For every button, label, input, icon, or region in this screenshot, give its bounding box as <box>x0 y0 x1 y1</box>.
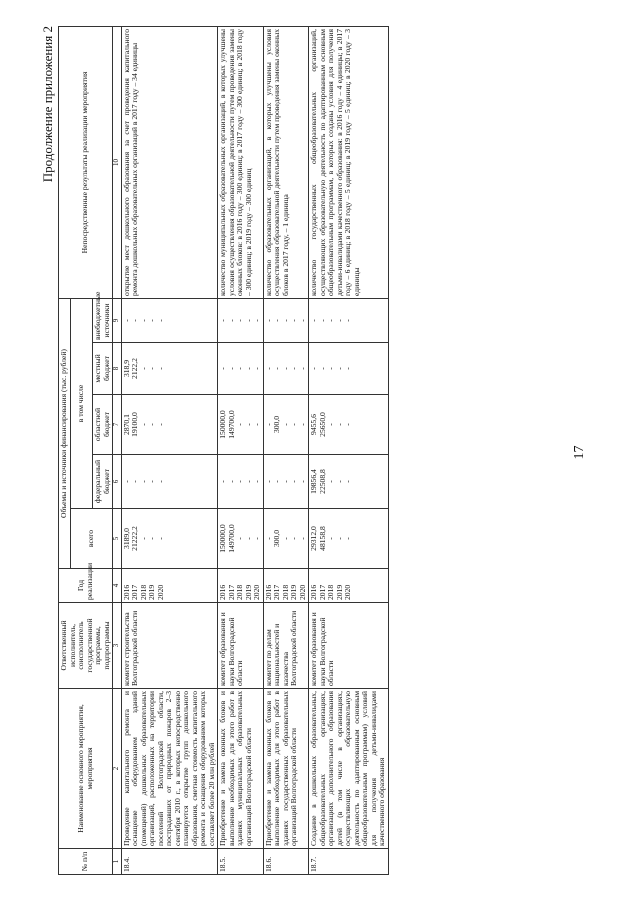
total-cell <box>309 509 389 569</box>
local-cell-value: - <box>252 367 262 370</box>
total-cell-value: 29312,0 <box>309 526 319 551</box>
federal-cell-value: - <box>272 480 282 483</box>
table-body <box>121 27 388 875</box>
year-cell-value: 2017 <box>272 584 282 600</box>
local-cell-value: - <box>263 367 273 370</box>
federal-cell <box>263 455 309 509</box>
offbudget-cell-value: - <box>218 319 228 322</box>
regional-cell-value: - <box>297 423 307 426</box>
regional-cell-value: - <box>147 423 157 426</box>
header-year: Год реализации <box>59 569 113 603</box>
total-cell-value: - <box>280 537 290 540</box>
federal-cell-value: - <box>252 480 262 483</box>
activity-name: Приобретение и замена оконных блоков и выполнение необходимых для этого работ в зданиях муниципальных образовательных организаций Волгоградской области <box>218 689 264 849</box>
year-cell-value: 2019 <box>334 584 344 600</box>
local-cell-value: - <box>297 367 307 370</box>
total-cell-value: - <box>326 537 336 540</box>
federal-cell-value: 19856,4 <box>309 469 319 494</box>
total-cell-value: 21222,2 <box>130 526 140 551</box>
year-cell-value: 2019 <box>289 584 299 600</box>
local-cell <box>309 343 389 395</box>
total-cell <box>121 509 218 569</box>
local-cell <box>121 343 218 395</box>
offbudget-cell-value: - <box>334 319 344 322</box>
federal-cell-value: - <box>155 480 165 483</box>
year-cell-value: 2018 <box>326 584 336 600</box>
header-federal: федеральный бюджет <box>93 455 113 509</box>
total-cell-value: 150000,0 <box>218 524 228 553</box>
local-cell-value: 318,9 <box>121 359 131 378</box>
regional-cell <box>263 395 309 455</box>
local-cell-value: - <box>272 367 282 370</box>
offbudget-cell-value: - <box>235 319 245 322</box>
federal-cell <box>218 455 264 509</box>
row-number: 18.7. <box>309 849 389 875</box>
federal-cell-value: - <box>138 480 148 483</box>
offbudget-cell-value: - <box>326 319 336 322</box>
total-cell-value: - <box>334 537 344 540</box>
row-number: 18.4. <box>121 849 218 875</box>
executor: комитет по делам национальностей и казачества Волгоградской области <box>263 603 309 689</box>
year-cell-value: 2017 <box>317 584 327 600</box>
federal-cell-value: - <box>289 480 299 483</box>
offbudget-cell-value: - <box>263 319 273 322</box>
offbudget-cell-value: - <box>343 319 353 322</box>
year-cell <box>121 569 218 603</box>
offbudget-cell-value: - <box>130 319 140 322</box>
local-cell-value: - <box>226 367 236 370</box>
local-cell-value: - <box>343 367 353 370</box>
local-cell <box>263 343 309 395</box>
offbudget-cell-value: - <box>297 319 307 322</box>
year-cell-value: 2018 <box>138 584 148 600</box>
offbudget-cell-value: - <box>243 319 253 322</box>
column-index-row <box>113 27 122 875</box>
federal-cell-value: - <box>280 480 290 483</box>
activity-name: Создание в дошкольных образовательных, общеобразовательных организациях, организациях дополнительного образования детей (в том числе в организациях, осуществляющих образовательную деятельность по адаптированным основным общеобразовательным программам) условий для получения детьми-инвалидами качественного образования <box>309 689 389 849</box>
regional-cell-value: 149700,0 <box>226 410 236 439</box>
year-cell <box>309 569 389 603</box>
offbudget-cell <box>309 299 389 343</box>
column-index: 2 <box>113 689 122 849</box>
regional-cell <box>218 395 264 455</box>
year-cell-value: 2020 <box>155 584 165 600</box>
regional-cell-value: 9455,6 <box>309 414 319 435</box>
federal-cell-value: - <box>326 480 336 483</box>
total-cell-value: - <box>252 537 262 540</box>
header-including: в том числе <box>70 299 93 509</box>
offbudget-cell-value: - <box>226 319 236 322</box>
regional-cell-value: - <box>263 423 273 426</box>
year-cell-value: 2018 <box>235 584 245 600</box>
local-cell-value: - <box>309 367 319 370</box>
federal-cell-value: - <box>263 480 273 483</box>
total-cell <box>218 509 264 569</box>
column-index: 3 <box>113 603 122 689</box>
regional-cell-value: - <box>138 423 148 426</box>
column-index: 7 <box>113 395 122 455</box>
column-index: 8 <box>113 343 122 395</box>
regional-cell-value: - <box>289 423 299 426</box>
total-cell-value: - <box>289 537 299 540</box>
regional-cell-value: 25650,0 <box>317 412 327 437</box>
offbudget-cell-value: - <box>155 319 165 322</box>
regional-cell-value: 150000,0 <box>218 410 228 439</box>
continuation-title: Продолжение приложения 2 <box>40 26 55 183</box>
regional-cell-value: 2870,1 <box>121 414 131 435</box>
offbudget-cell-value: - <box>289 319 299 322</box>
offbudget-cell-value: - <box>280 319 290 322</box>
total-cell-value: - <box>235 537 245 540</box>
local-cell-value: - <box>218 367 228 370</box>
column-index: 9 <box>113 299 122 343</box>
result-text: количество образовательных организаций, в которых улучшены условия осуществления образовательной деятельности путем проведения замены оконных блоков в 2017 году, – 1 единица <box>263 27 309 299</box>
header-results: Непосредственные результаты реализации мероприятия <box>59 27 113 299</box>
row-number: 18.5. <box>218 849 264 875</box>
year-cell-value: 2018 <box>280 584 290 600</box>
regional-cell-value: - <box>326 423 336 426</box>
year-cell-value: 2016 <box>309 584 319 600</box>
executor: комитет образования и науки Волгоградской области <box>218 603 264 689</box>
regional-cell <box>309 395 389 455</box>
column-index: 6 <box>113 455 122 509</box>
header-regional: областной бюджет <box>93 395 113 455</box>
total-cell-value: - <box>138 537 148 540</box>
total-cell-value: 48158,8 <box>317 526 327 551</box>
activity-name: Приобретение и замена оконных блоков и выполнение необходимых для этого работ в зданиях государственных образовательных организаций Волгоградской области <box>263 689 309 849</box>
offbudget-cell-value: - <box>121 319 131 322</box>
regional-cell-value: - <box>252 423 262 426</box>
result-text: открытие мест дошкольного образования за счет проведения капитального ремонта дошкольных образовательных организаций в 2017 году – 34 единицы <box>121 27 218 299</box>
table-row <box>309 27 389 875</box>
header-executor: Ответственный исполнитель, соисполнитель государственной программы, подпрограммы <box>59 603 113 689</box>
year-cell-value: 2017 <box>130 584 140 600</box>
year-cell-value: 2019 <box>243 584 253 600</box>
regional-cell-value: - <box>155 423 165 426</box>
total-cell-value: - <box>297 537 307 540</box>
regional-cell-value: - <box>343 423 353 426</box>
regional-cell-value: - <box>280 423 290 426</box>
page-number: 17 <box>572 445 587 460</box>
year-cell <box>218 569 264 603</box>
funding-table <box>58 26 389 875</box>
regional-cell <box>121 395 218 455</box>
federal-cell <box>309 455 389 509</box>
local-cell-value: - <box>334 367 344 370</box>
header-local: местный бюджет <box>93 343 113 395</box>
year-cell-value: 2019 <box>147 584 157 600</box>
local-cell-value: - <box>243 367 253 370</box>
total-cell-value: - <box>243 537 253 540</box>
table-header <box>59 27 122 875</box>
federal-cell-value: - <box>343 480 353 483</box>
offbudget-cell-value: - <box>252 319 262 322</box>
year-cell-value: 2016 <box>263 584 273 600</box>
column-index: 1 <box>113 849 122 875</box>
federal-cell-value: - <box>218 480 228 483</box>
federal-cell-value: - <box>147 480 157 483</box>
local-cell-value: - <box>147 367 157 370</box>
result-text: количество муниципальных образовательных организаций, в которых улучшены условия осуществления образовательной деятельности путем проведения замены оконных блоков: в 2016 году – 300 единиц; в 2017 году – 300 единиц; в 2018 году – 300 единиц; в 2019 году – 300 единиц <box>218 27 264 299</box>
local-cell-value: 2122,2 <box>130 358 140 379</box>
local-cell-value: - <box>326 367 336 370</box>
regional-cell-value: - <box>235 423 245 426</box>
header-offbudget: внебюджетные источники <box>93 299 113 343</box>
federal-cell-value: - <box>121 480 131 483</box>
regional-cell-value: - <box>243 423 253 426</box>
federal-cell-value: - <box>297 480 307 483</box>
federal-cell-value: 22508,8 <box>317 469 327 494</box>
header-num: № п/п <box>59 849 113 875</box>
offbudget-cell-value: - <box>147 319 157 322</box>
header-name: Наименование основного мероприятия, мероприятия <box>59 689 113 849</box>
year-cell-value: 2020 <box>343 584 353 600</box>
table-row <box>218 27 264 875</box>
federal-cell-value: - <box>334 480 344 483</box>
activity-name: Проведение капитального ремонта и оснащение оборудованием зданий (помещений) дошкольных образовательных организаций, расположенных на территории поселений Волгоградской области, пострадавших от природных пожаров 2–3 сентября 2010 г., в которых непосредственно планируется открытие групп дошкольного образования, сметная стоимость капитального ремонта и оснащения оборудованием которых составляет более 20 млн рублей <box>121 689 218 849</box>
regional-cell-value: - <box>334 423 344 426</box>
federal-cell <box>121 455 218 509</box>
year-cell-value: 2020 <box>252 584 262 600</box>
executor: комитет строительства Волгоградской области <box>121 603 218 689</box>
total-cell-value: - <box>147 537 157 540</box>
offbudget-cell <box>121 299 218 343</box>
local-cell <box>218 343 264 395</box>
offbudget-cell <box>263 299 309 343</box>
year-cell-value: 2020 <box>297 584 307 600</box>
offbudget-cell-value: - <box>138 319 148 322</box>
year-cell <box>263 569 309 603</box>
total-cell-value: 3189,0 <box>121 528 131 549</box>
regional-cell-value: 300,0 <box>272 415 282 434</box>
year-cell-value: 2016 <box>218 584 228 600</box>
header-funding: Объемы и источники финансирования (тыс. рублей) <box>59 299 71 569</box>
local-cell-value: - <box>155 367 165 370</box>
executor: комитет образования и науки Волгоградской области <box>309 603 389 689</box>
local-cell-value: - <box>138 367 148 370</box>
column-index: 10 <box>113 27 122 299</box>
column-index: 5 <box>113 509 122 569</box>
federal-cell-value: - <box>243 480 253 483</box>
total-cell <box>263 509 309 569</box>
header-total: всего <box>70 509 113 569</box>
table-row <box>121 27 218 875</box>
local-cell-value: - <box>317 367 327 370</box>
federal-cell-value: - <box>226 480 236 483</box>
column-index: 4 <box>113 569 122 603</box>
offbudget-cell-value: - <box>317 319 327 322</box>
row-number: 18.6. <box>263 849 309 875</box>
regional-cell-value: 19100,0 <box>130 412 140 437</box>
table-row <box>263 27 309 875</box>
total-cell-value: - <box>263 537 273 540</box>
federal-cell-value: - <box>130 480 140 483</box>
local-cell-value: - <box>280 367 290 370</box>
offbudget-cell-value: - <box>309 319 319 322</box>
offbudget-cell-value: - <box>272 319 282 322</box>
year-cell-value: 2016 <box>121 584 131 600</box>
federal-cell-value: - <box>235 480 245 483</box>
result-text: количество государственных общеобразовательных организаций, осуществляющих образовательную деятельность по адаптированным основным общеобразовательным программам, в которых созданы условия для получения детьми-инвалидами качественного образования: в 2016 году – 4 единицы; в 2017 году – 6 единиц; в 2018 году – 5 единиц; в 2019 году – 5 единиц; в 2020 году – 3 единицы <box>309 27 389 299</box>
local-cell-value: - <box>289 367 299 370</box>
total-cell-value: 149700,0 <box>226 524 236 553</box>
year-cell-value: 2017 <box>226 584 236 600</box>
total-cell-value: - <box>343 537 353 540</box>
offbudget-cell <box>218 299 264 343</box>
total-cell-value: 300,0 <box>272 529 282 548</box>
local-cell-value: - <box>235 367 245 370</box>
total-cell-value: - <box>155 537 165 540</box>
